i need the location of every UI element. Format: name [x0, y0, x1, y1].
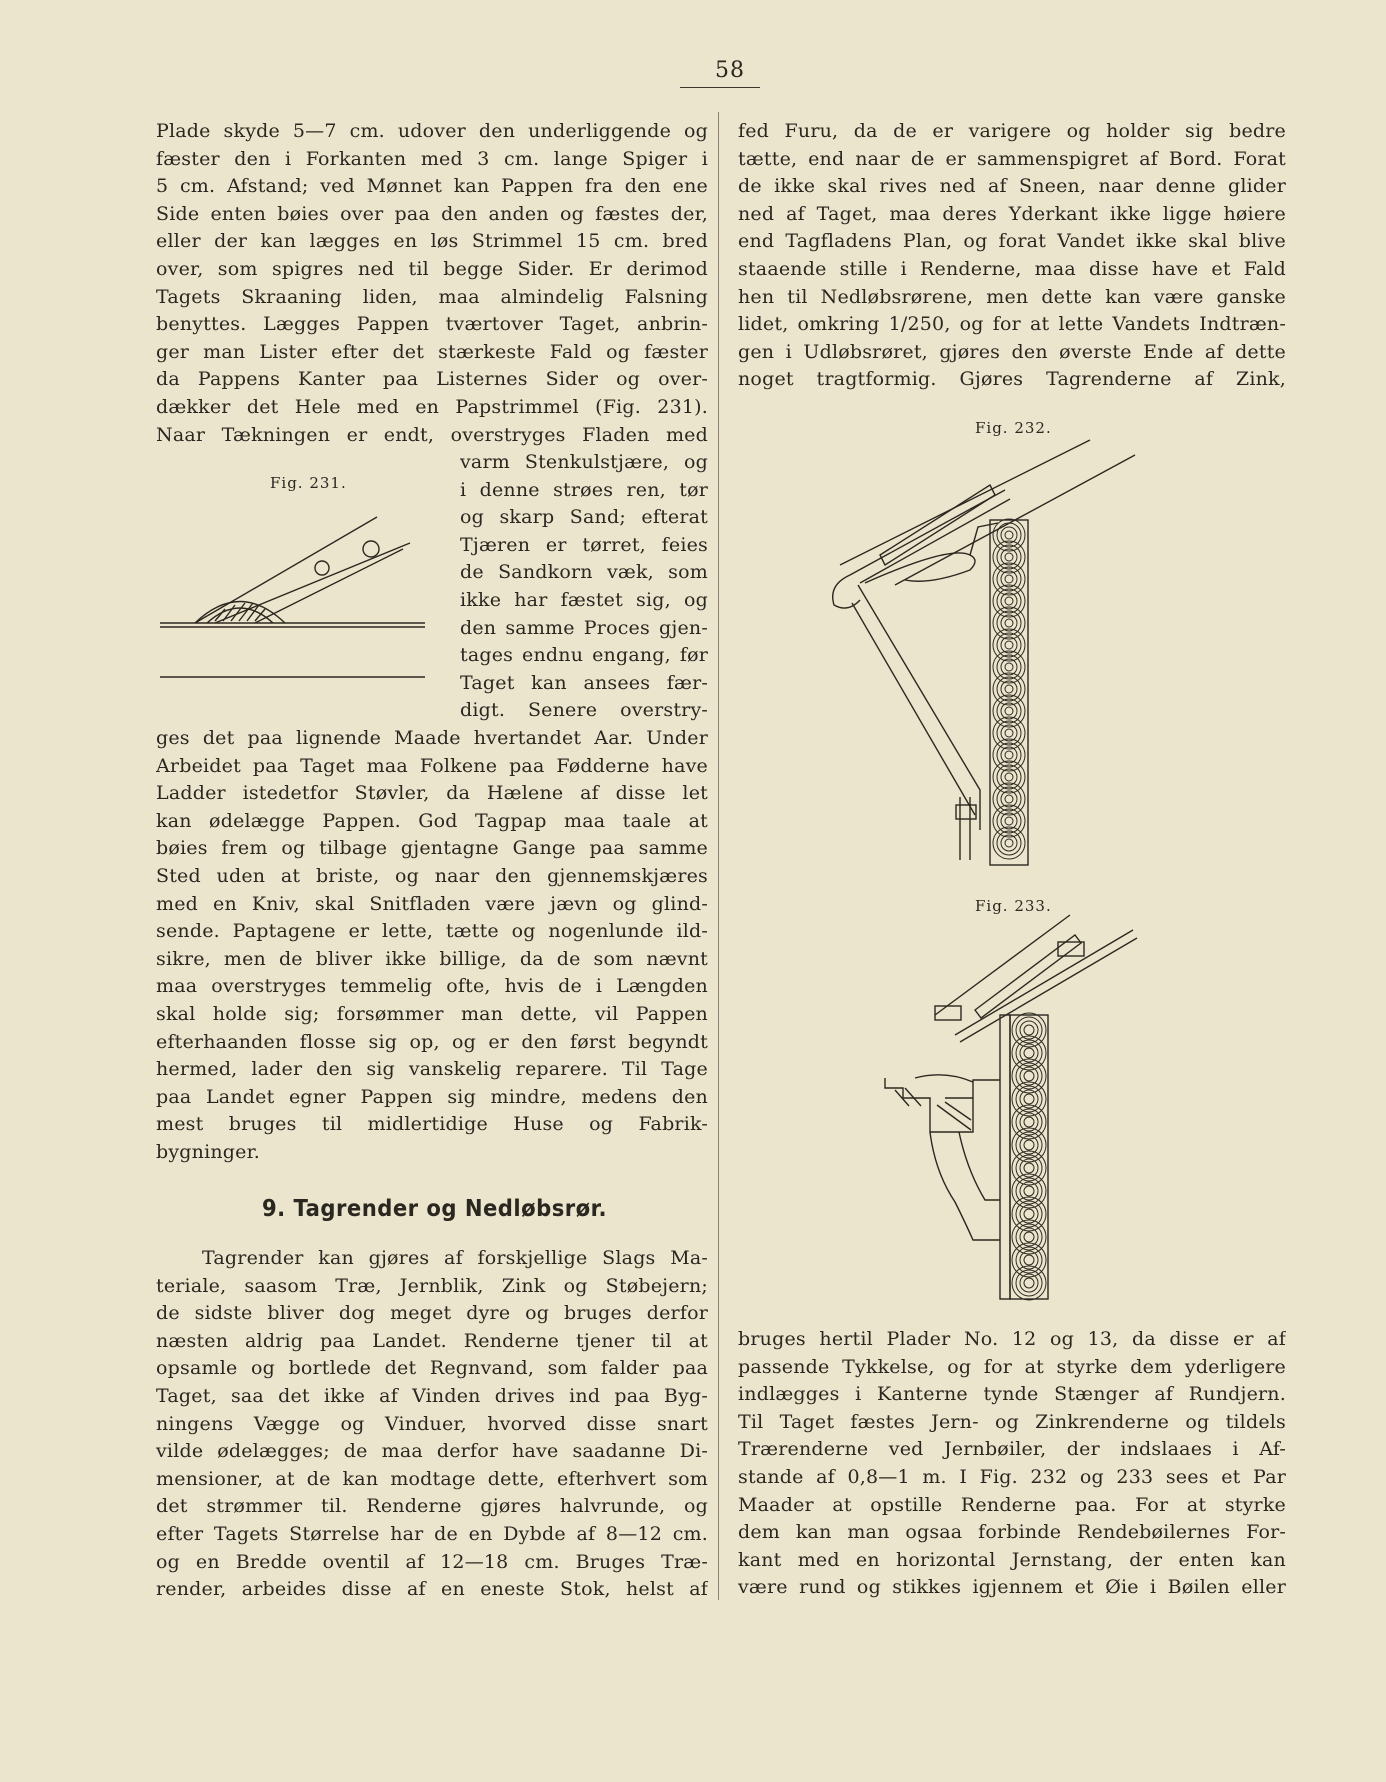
text-line: og en Bredde oventil af 12—18 cm. Bruges Træ- — [156, 1550, 708, 1573]
fig-231-caption: Fig. 231. — [270, 474, 347, 492]
text-line: Ladder istedetfor Støvler, da Hælene af disse let — [156, 782, 708, 805]
text-line: gen i Udløbsrøret, gjøres den øverste Ende af dette — [738, 340, 1286, 363]
log-ring — [1024, 1048, 1034, 1058]
right-bottom-paragraph — [738, 1326, 1286, 1602]
log-ring — [1005, 641, 1013, 649]
text-line: de Sandkorn væk, som — [460, 561, 708, 584]
text-line: være rund og stikkes igjennem et Øie i Bøilen eller — [738, 1576, 1286, 1599]
text-line: indlægges i Kanterne tynde Stænger af Rundjern. — [738, 1383, 1286, 1406]
column-divider — [718, 112, 719, 1600]
text-line: og skarp Sand; efterat — [460, 506, 708, 529]
text-line: hen til Nedløbsrørene, men dette kan være ganske — [738, 285, 1286, 308]
log-ring — [1024, 1025, 1034, 1035]
log-ring — [1005, 685, 1013, 693]
text-line: lidet, omkring 1/250, og for at lette Vandets Indtræn- — [738, 313, 1286, 336]
text-line: den samme Proces gjen- — [460, 616, 708, 639]
text-line: maa overstryges temmelig ofte, hvis de i Længden — [156, 975, 708, 998]
text-line: mensioner, at de kan modtage dette, efterhvert som — [156, 1467, 708, 1490]
log-ring — [1012, 1220, 1046, 1254]
text-line: Tagets Skraaning liden, maa almindelig Falsning — [156, 285, 708, 308]
text-line: end Tagfladens Plan, og forat Vandet ikke skal blive — [738, 230, 1286, 253]
fig-231-illustration — [155, 505, 455, 695]
log-ring — [1024, 1140, 1034, 1150]
log-ring — [1024, 1232, 1034, 1242]
text-line: Plade skyde 5—7 cm. udover den underliggende og — [156, 120, 708, 142]
text-line: fæster den i Forkanten med 3 cm. lange Spiger i — [156, 147, 708, 170]
log-ring — [1012, 1082, 1046, 1116]
log-ring — [1024, 1071, 1034, 1081]
text-line: i denne strøes ren, tør — [460, 478, 708, 501]
page-number: 58 — [715, 58, 745, 83]
log-ring — [1012, 1151, 1046, 1185]
text-line: 5 cm. Afstand; ved Mønnet kan Pappen fra den ene — [156, 175, 708, 198]
text-line: skal holde sig; forsømmer man dette, vil Pappen — [156, 1002, 708, 1025]
text-line: Trærenderne ved Jernbøiler, der indslaaes i Af- — [738, 1438, 1286, 1461]
text-line: ger man Lister efter det stærkeste Fald og fæster — [156, 340, 708, 363]
text-line: Til Taget fæstes Jern- og Zinkrenderne og tildels — [738, 1410, 1286, 1433]
section-paragraph — [156, 1245, 708, 1604]
fig-232-illustration — [820, 435, 1140, 875]
log-ring — [1005, 597, 1013, 605]
text-line: da Pappens Kanter paa Listernes Sider og over- — [156, 368, 708, 391]
log-ring — [1012, 1243, 1046, 1277]
text-line: ikke har fæstet sig, og — [460, 588, 708, 611]
text-line: ges det paa lignende Maade hvertandet Aar. Under — [156, 727, 708, 749]
log-ring — [1024, 1186, 1034, 1196]
text-line: Arbeidet paa Taget maa Folkene paa Fødderne have — [156, 754, 708, 777]
text-line: de ikke skal rives ned af Sneen, naar denne glider — [738, 175, 1286, 198]
log-ring — [1005, 751, 1013, 759]
text-line: bøies frem og tilbage gjentagne Gange paa samme — [156, 837, 708, 860]
fig-233-illustration — [875, 910, 1145, 1305]
log-ring — [1005, 553, 1013, 561]
log-ring — [1012, 1013, 1046, 1047]
page-number-rule — [680, 87, 760, 88]
text-line: kant med en horizontal Jernstang, der enten kan — [738, 1548, 1286, 1571]
log-ring — [1012, 1128, 1046, 1162]
text-line: Tjæren er tørret, feies — [460, 533, 708, 556]
text-line: render, arbeides disse af en eneste Stok, helst af — [156, 1578, 708, 1601]
text-line: staaende stille i Renderne, maa disse have et Fald — [738, 257, 1286, 280]
text-line: dem kan man ogsaa forbinde Rendebøilernes For- — [738, 1521, 1286, 1544]
text-line: digt. Senere overstry- — [460, 699, 708, 722]
section-heading: 9. Tagrender og Nedløbsrør. — [262, 1196, 608, 1222]
text-line: tætte, end naar de er sammenspigret af Bord. Forat — [738, 147, 1286, 170]
text-line: hermed, lader den sig vanskelig reparere. Til Tage — [156, 1058, 708, 1081]
text-line: opsamle og bortlede det Regnvand, som falder paa — [156, 1357, 708, 1380]
log-ring — [993, 827, 1025, 859]
log-ring — [1012, 1059, 1046, 1093]
log-ring — [1024, 1255, 1034, 1265]
left-wrap-text — [460, 449, 708, 725]
text-line: kan ødelægge Pappen. God Tagpap maa taale at — [156, 809, 708, 832]
text-line: Sted uden at briste, og naar den gjennemskjæres — [156, 864, 708, 887]
log-ring — [1005, 817, 1013, 825]
text-line: Side enten bøies over paa den anden og fæstes der, — [156, 202, 708, 225]
text-line: mest bruges til midlertidige Huse og Fabrik- — [156, 1113, 708, 1136]
text-line: efter Tagets Størrelse har de en Dybde af 8—12 cm. — [156, 1522, 708, 1545]
log-ring — [1005, 839, 1013, 847]
text-line: noget tragtformig. Gjøres Tagrenderne af Zink, — [738, 368, 1286, 391]
text-line: Tagrender kan gjøres af forskjellige Slags Ma- — [202, 1247, 708, 1269]
fig-232-caption: Fig. 232. — [975, 419, 1052, 437]
text-line: sende. Paptagene er lette, tætte og nogenlunde ild- — [156, 920, 708, 943]
left-column — [156, 118, 708, 449]
text-line: bruges hertil Plader No. 12 og 13, da disse er af — [738, 1328, 1286, 1350]
text-line: Taget kan ansees fær- — [460, 671, 708, 694]
text-line: eller der kan lægges en løs Strimmel 15 cm. bred — [156, 230, 708, 253]
text-line: Taget, saa det ikke af Vinden drives ind paa Byg- — [156, 1384, 708, 1407]
text-line: med en Kniv, skal Snitfladen være jævn og glind- — [156, 892, 708, 915]
text-line: ningens Vægge og Vinduer, hvorved disse snart — [156, 1412, 708, 1435]
text-line: varm Stenkulstjære, og — [460, 451, 708, 473]
text-line: bygninger. — [156, 1140, 261, 1163]
text-line: passende Tykkelse, og for at styrke dem yderligere — [738, 1355, 1286, 1378]
fig-232-log-rings — [993, 519, 1025, 859]
text-line: teriale, saasom Træ, Jernblik, Zink og Støbejern; — [156, 1274, 708, 1297]
log-ring — [1024, 1094, 1034, 1104]
log-ring — [1024, 1163, 1034, 1173]
text-line: Naar Tækningen er endt, overstryges Fladen med — [156, 423, 708, 446]
log-ring — [1005, 707, 1013, 715]
log-ring — [1024, 1278, 1034, 1288]
log-ring — [1005, 729, 1013, 737]
text-line: vilde ødelægges; de maa derfor have saadanne Di- — [156, 1440, 708, 1463]
log-ring — [1005, 619, 1013, 627]
text-line: paa Landet egner Pappen sig mindre, medens den — [156, 1085, 708, 1108]
fig-233-log-rings — [1012, 1013, 1046, 1300]
log-ring — [1024, 1209, 1034, 1219]
text-line: benyttes. Lægges Pappen tværtover Taget, anbrin- — [156, 313, 708, 336]
log-ring — [1012, 1197, 1046, 1231]
text-line: over, som spigres ned til begge Sider. Er derimod — [156, 257, 708, 280]
text-line: ned af Taget, maa deres Yderkant ikke ligge høiere — [738, 202, 1286, 225]
log-ring — [1005, 773, 1013, 781]
text-line: dækker det Hele med en Papstrimmel (Fig. 231). — [156, 395, 708, 418]
text-line: efterhaanden flosse sig op, og er den først begyndt — [156, 1030, 708, 1053]
left-bottom-paragraph — [156, 725, 708, 1167]
text-line: Maader at opstille Renderne paa. For at styrke — [738, 1493, 1286, 1516]
log-ring — [1012, 1036, 1046, 1070]
log-ring — [1005, 663, 1013, 671]
text-line: næsten aldrig paa Landet. Renderne tjener til at — [156, 1329, 708, 1352]
right-top-paragraph — [738, 118, 1286, 394]
log-ring — [1012, 1174, 1046, 1208]
log-ring — [1012, 1266, 1046, 1300]
text-line: sikre, men de bliver ikke billige, da de som nævnt — [156, 947, 708, 970]
log-ring — [1012, 1105, 1046, 1139]
text-line: stande af 0,8—1 m. I Fig. 232 og 233 sees et Par — [738, 1465, 1286, 1488]
text-line: det strømmer til. Renderne gjøres halvrunde, og — [156, 1495, 708, 1518]
text-line: tages endnu engang, før — [460, 644, 708, 667]
fig-233-caption: Fig. 233. — [975, 897, 1052, 915]
log-ring — [1005, 531, 1013, 539]
log-ring — [1005, 795, 1013, 803]
text-line: fed Furu, da de er varigere og holder sig bedre — [738, 120, 1286, 142]
log-ring — [1005, 575, 1013, 583]
text-line: de sidste bliver dog meget dyre og bruges derfor — [156, 1302, 708, 1325]
log-ring — [1024, 1117, 1034, 1127]
left-top-paragraph — [156, 118, 708, 449]
